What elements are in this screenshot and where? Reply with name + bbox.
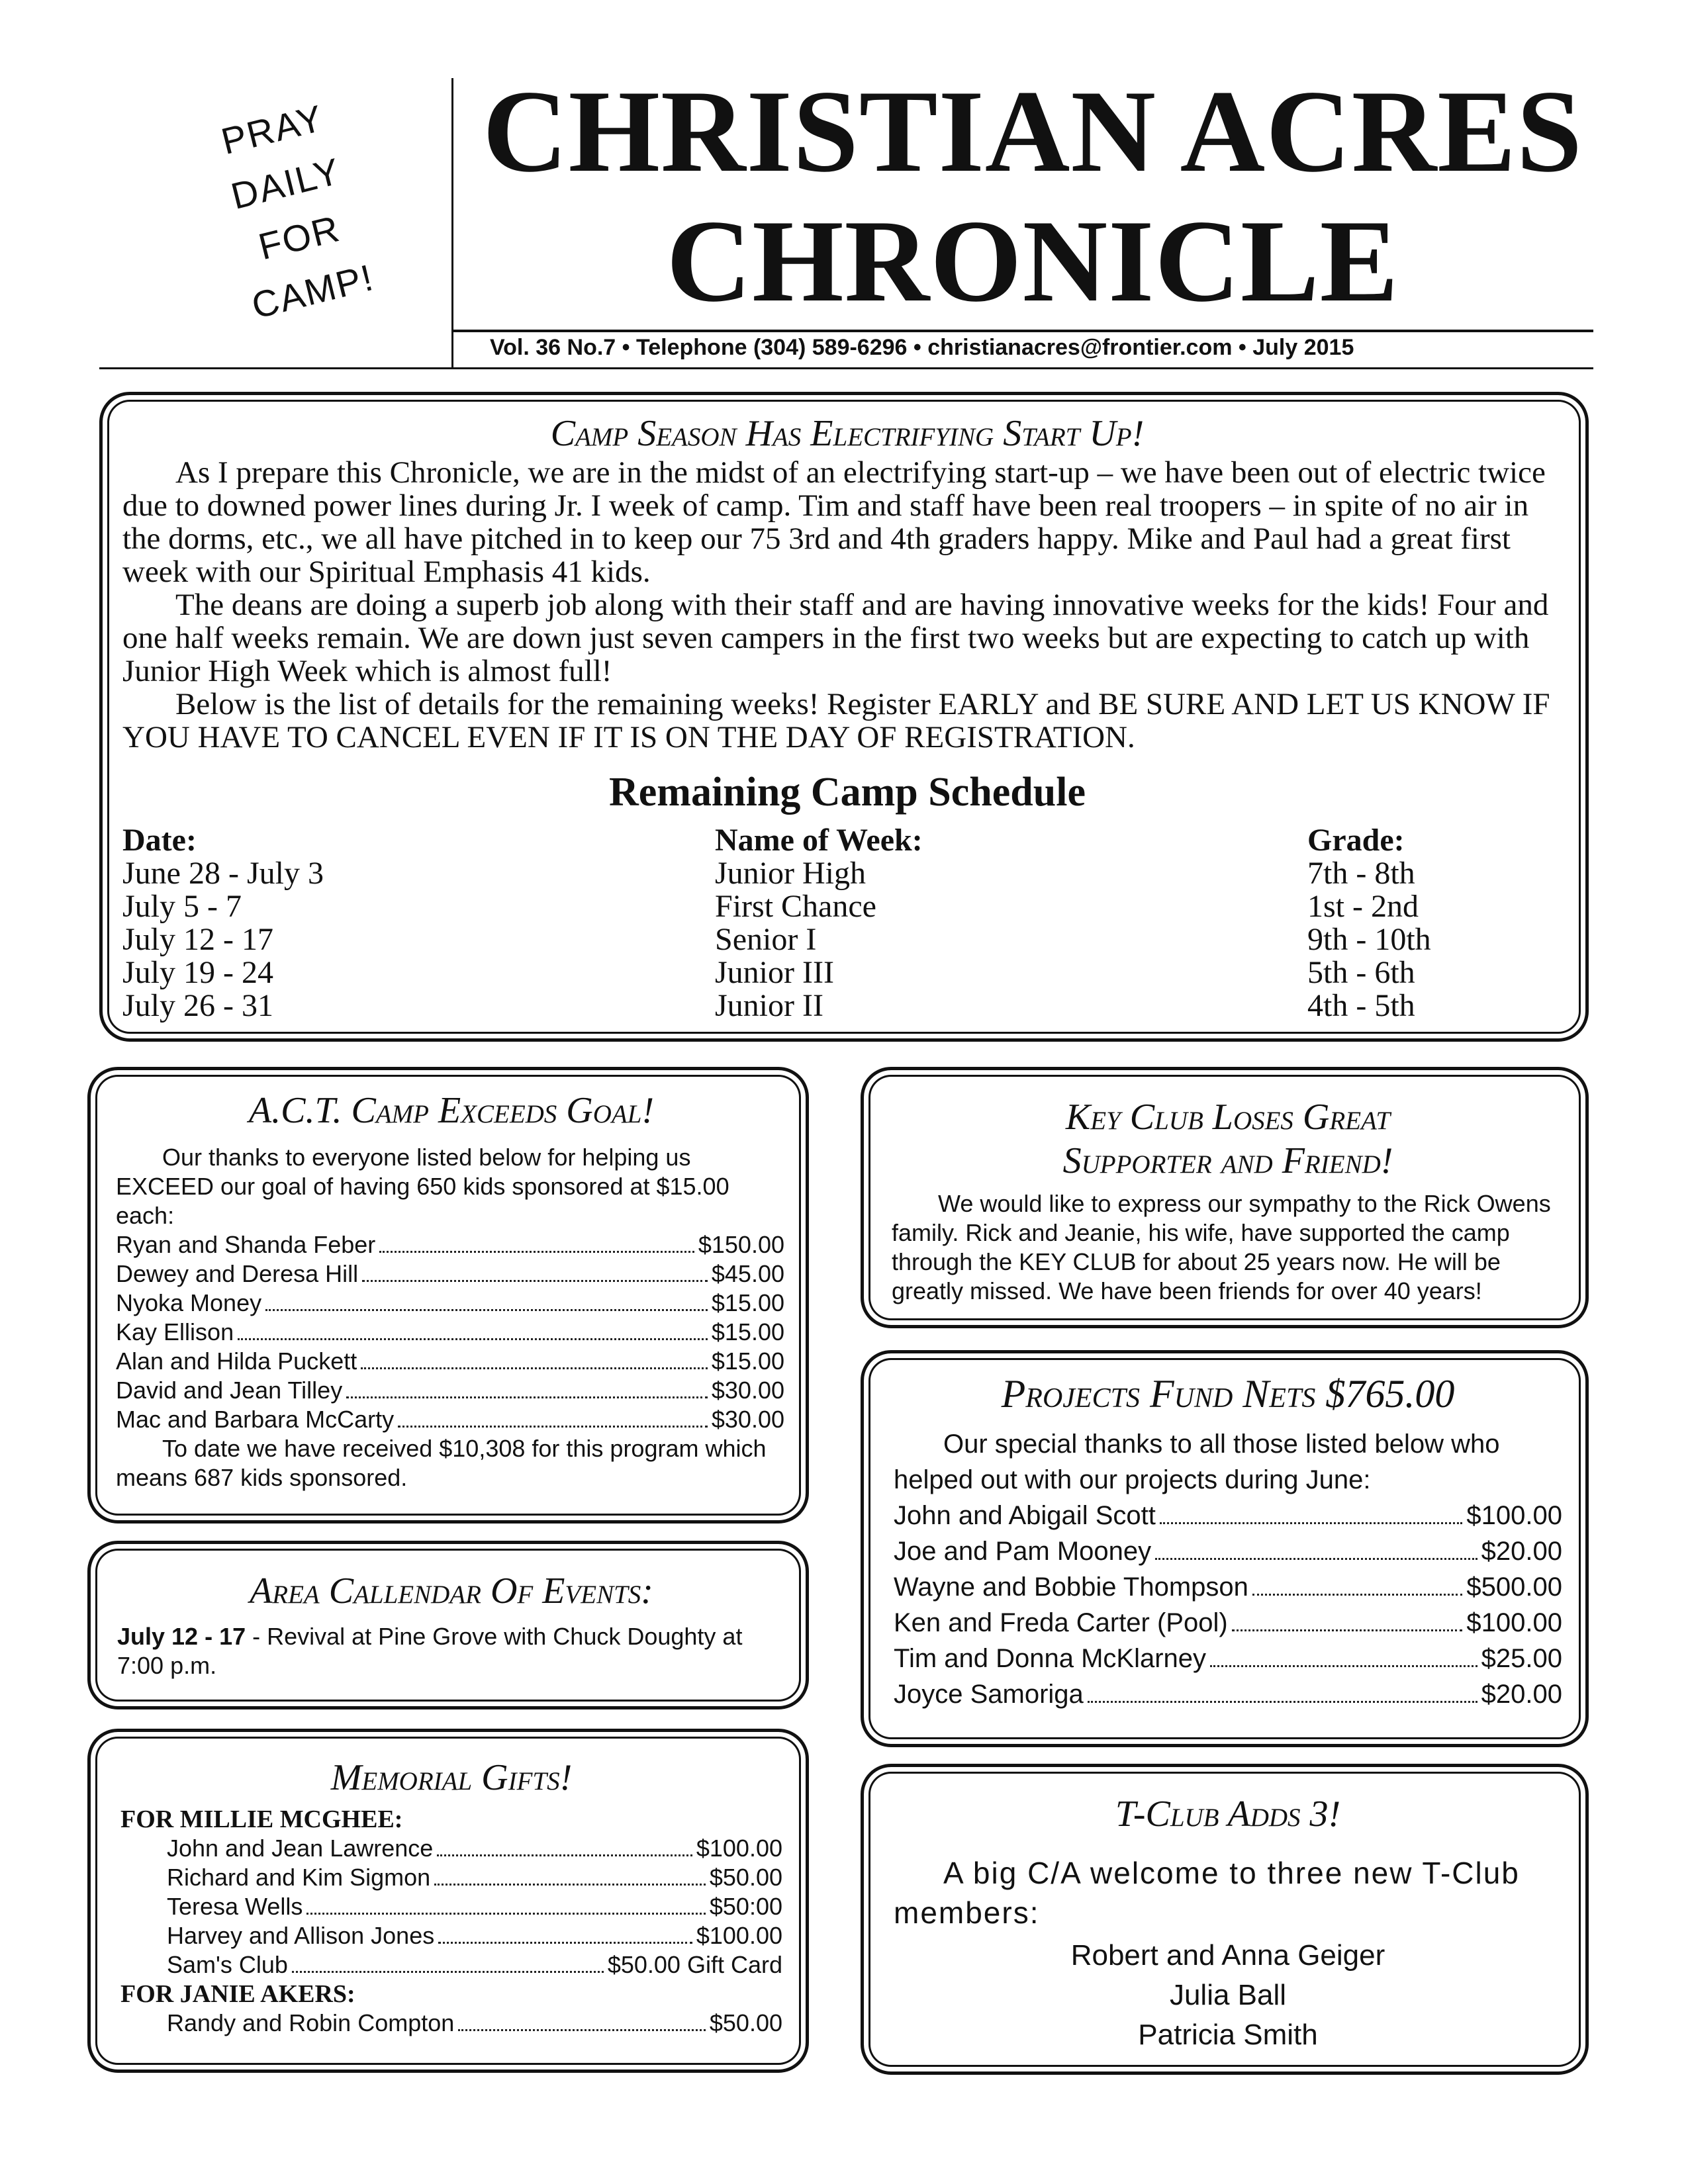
issue-info: Vol. 36 No.7 • Telephone (304) 589-6296 • christianacres@frontier.com • July 2015 [490,335,1354,360]
schedule-header-row [122,824,1546,857]
leader-dots [265,1308,708,1311]
masthead-bottom-rule [99,367,1593,369]
schedule-header: Name of Week: [715,823,923,858]
donation-amount: $150.00 [698,1231,784,1258]
schedule-grade: 5th - 6th [1307,955,1415,990]
leader-dots [1155,1557,1477,1560]
leader-dots [361,1367,708,1369]
donor-name: Sam's Club [167,1951,288,1978]
leader-dots [1210,1664,1477,1667]
stamp-line: DAILY [226,150,345,217]
donation-amount: $15.00 [711,1347,784,1375]
stamp-line: FOR [254,207,345,268]
donor-name: Dewey and Deresa Hill [116,1260,359,1287]
lead-article-box [99,392,1589,1042]
projects-item [894,1569,1562,1605]
leader-dots [398,1425,708,1428]
donation-amount: $20.00 [1481,1680,1562,1709]
member-name: Julia Ball [1169,1979,1287,2011]
donor-name: Alan and Hilda Puckett [116,1347,357,1375]
stamp-line: PRAY [217,97,328,163]
leader-dots [346,1396,708,1398]
act-item [116,1347,784,1376]
donation-amount: $100.00 [1466,1501,1562,1530]
calendar-entry [117,1622,786,1680]
schedule-date: June 28 - July 3 [122,856,324,891]
lead-body [122,456,1569,754]
lead-heading: Camp Season Has Electrifying Start Up! [550,413,1145,454]
memorial-item [167,2009,782,2038]
tclub-box [861,1764,1589,2075]
act-intro: Our thanks to everyone listed below for helping us EXCEED our goal of having 650 kids sponsored at $15.00 each: [116,1144,729,1229]
leader-dots [1232,1629,1463,1631]
schedule-date: July 12 - 17 [122,922,273,957]
memorial-group-title: FOR JANIE AKERS: [120,1980,355,2008]
schedule-date: July 5 - 7 [122,889,242,924]
keyclub-heading-line: Supporter and Friend! [1062,1140,1393,1181]
donor-name: John and Jean Lawrence [167,1835,434,1862]
pray-stamp [160,76,429,360]
schedule-date: July 26 - 31 [122,988,273,1023]
memorial-heading: Memorial Gifts! [330,1757,573,1798]
memorial-group-list [120,1834,782,1979]
donation-amount: $15.00 [711,1318,784,1345]
leader-dots [238,1338,708,1340]
schedule-table [122,824,1546,1023]
act-item [116,1259,784,1289]
donation-amount: $45.00 [711,1260,784,1287]
title-line2: CHRONICLE [666,195,1399,326]
donation-amount: $100.00 [696,1835,782,1862]
act-item [116,1318,784,1347]
calendar-box [87,1541,809,1709]
donor-name: Nyoka Money [116,1289,262,1316]
donation-amount: $50.00 [709,2009,782,2036]
act-item [116,1405,784,1434]
schedule-row [122,956,1546,989]
schedule-week: Senior I [715,922,817,957]
donor-name: Teresa Wells [167,1893,303,1920]
schedule-row [122,989,1546,1023]
donation-amount: $25.00 [1481,1644,1562,1673]
schedule-title: Remaining Camp Schedule [609,770,1086,815]
memorial-item [167,1950,782,1979]
donation-amount: $30.00 [711,1377,784,1404]
donor-name: Ryan and Shanda Feber [116,1231,376,1258]
masthead-rule [451,330,1593,332]
donor-name: Tim and Donna McKlarney [894,1644,1207,1673]
schedule-header: Grade: [1307,823,1405,858]
lead-paragraph: As I prepare this Chronicle, we are in the midst of an electrifying start-up – we have been out of electric twice due to downed power lines during Jr. I week of camp. Tim and staff have been real troopers – in spite of no air in the dorms, etc., we all have pitched in to keep our 75 3rd and 4th graders happy. Mike and Paul had a great first week with our Spiritual Emphasis 41 kids. [122,455,1546,589]
projects-item [894,1641,1562,1676]
schedule-row [122,890,1546,923]
schedule-row [122,857,1546,890]
memorial-item [167,1921,782,1950]
schedule-date: July 19 - 24 [122,955,273,990]
projects-intro: Our special thanks to all those listed below who helped out with our projects during June: [894,1430,1500,1494]
act-camp-box [87,1067,809,1524]
memorial-group-list [120,2009,782,2038]
act-item [116,1230,784,1259]
schedule-grade: 1st - 2nd [1307,889,1419,924]
projects-item [894,1676,1562,1712]
leader-dots [458,2028,706,2031]
member-name: Patricia Smith [1138,2019,1318,2051]
projects-item [894,1498,1562,1533]
schedule-week: Junior High [715,856,866,891]
act-item [116,1376,784,1405]
donation-amount: $50.00 Gift Card [607,1951,782,1978]
title-line1: CHRISTIAN ACRES [483,66,1583,197]
calendar-heading: Area Callendar Of Events: [250,1570,653,1612]
donor-name: Ken and Freda Carter (Pool) [894,1608,1228,1637]
memorial-item [167,1892,782,1921]
donor-name: Harvey and Allison Jones [167,1922,435,1949]
donor-name: John and Abigail Scott [894,1501,1156,1530]
projects-item [894,1605,1562,1641]
donation-amount: $100.00 [696,1922,782,1949]
leader-dots [292,1970,604,1973]
schedule-row [122,923,1546,956]
donor-name: Wayne and Bobbie Thompson [894,1572,1248,1602]
act-heading: A.C.T. Camp Exceeds Goal! [248,1090,655,1131]
act-footer: To date we have received $10,308 for this program which means 687 kids sponsored. [116,1435,767,1491]
projects-body [894,1426,1562,1712]
donor-name: Mac and Barbara McCarty [116,1406,395,1433]
schedule-grade: 9th - 10th [1307,922,1431,957]
schedule-week: Junior II [715,988,823,1023]
keyclub-heading-line: Key Club Loses Great [1065,1097,1391,1138]
leader-dots [437,1854,692,1856]
keyclub-heading [864,1095,1592,1183]
act-body [116,1143,784,1492]
donation-amount: $50:00 [709,1893,782,1920]
memorial-item [167,1834,782,1863]
donation-amount: $15.00 [711,1289,784,1316]
donation-amount: $500.00 [1466,1572,1562,1602]
leader-dots [1252,1593,1463,1596]
donation-amount: $100.00 [1466,1608,1562,1637]
memorial-group-title: FOR MILLIE MCGHEE: [120,1805,403,1833]
donor-name: Kay Ellison [116,1318,234,1345]
leader-dots [434,1883,706,1886]
leader-dots [438,1941,692,1944]
event-date: July 12 - 17 [117,1623,246,1650]
event-text: - Revival at Pine Grove with Chuck Doughty at 7:00 p.m. [117,1623,743,1679]
memorial-box [87,1729,809,2073]
keyclub-text: We would like to express our sympathy to the Rick Owens family. Rick and Jeanie, his wife, have supported the camp through the KEY CLUB for about 25 years now. He will be greatly missed. We have been friends for over 40 years! [892,1190,1551,1304]
lead-paragraph: Below is the list of details for the remaining weeks! Register EARLY and BE SURE AND LET US KNOW IF YOU HAVE TO CANCEL EVEN IF IT IS ON THE DAY OF REGISTRATION. [122,687,1550,754]
tclub-members [864,1936,1592,2055]
newsletter-title [463,66,1602,326]
projects-heading: Projects Fund Nets $765.00 [1001,1372,1455,1416]
donor-name: Richard and Kim Sigmon [167,1864,431,1891]
donor-name: David and Jean Tilley [116,1377,343,1404]
member-name: Robert and Anna Geiger [1070,1939,1385,1972]
schedule-grade: 7th - 8th [1307,856,1415,891]
schedule-grade: 4th - 5th [1307,988,1415,1023]
donation-amount: $30.00 [711,1406,784,1433]
keyclub-box [861,1067,1589,1328]
donation-amount: $20.00 [1481,1537,1562,1566]
leader-dots [379,1250,694,1253]
memorial-body [120,1805,782,2038]
leader-dots [362,1279,708,1282]
donation-amount: $50.00 [709,1864,782,1891]
masthead-divider [451,78,453,369]
schedule-week: First Chance [715,889,876,924]
stamp-line: CAMP! [247,255,378,327]
schedule-week: Junior III [715,955,834,990]
projects-item [894,1533,1562,1569]
memorial-item [167,1863,782,1892]
projects-box [861,1350,1589,1747]
tclub-heading: T-Club Adds 3! [1115,1794,1341,1835]
leader-dots [1088,1700,1477,1703]
schedule-header: Date: [122,823,197,858]
leader-dots [1160,1522,1463,1524]
donor-name: Randy and Robin Compton [167,2009,455,2036]
donor-name: Joyce Samoriga [894,1680,1084,1709]
tclub-intro: A big C/A welcome to three new T-Club members: [894,1856,1520,1930]
act-item [116,1289,784,1318]
donor-name: Joe and Pam Mooney [894,1537,1152,1566]
leader-dots [306,1912,705,1915]
lead-paragraph: The deans are doing a superb job along with their staff and are having innovative weeks for the kids! Four and one half weeks remain. We are down just seven campers in the first two weeks but are expecting to catch up with Junior High Week which is almost full! [122,588,1549,688]
